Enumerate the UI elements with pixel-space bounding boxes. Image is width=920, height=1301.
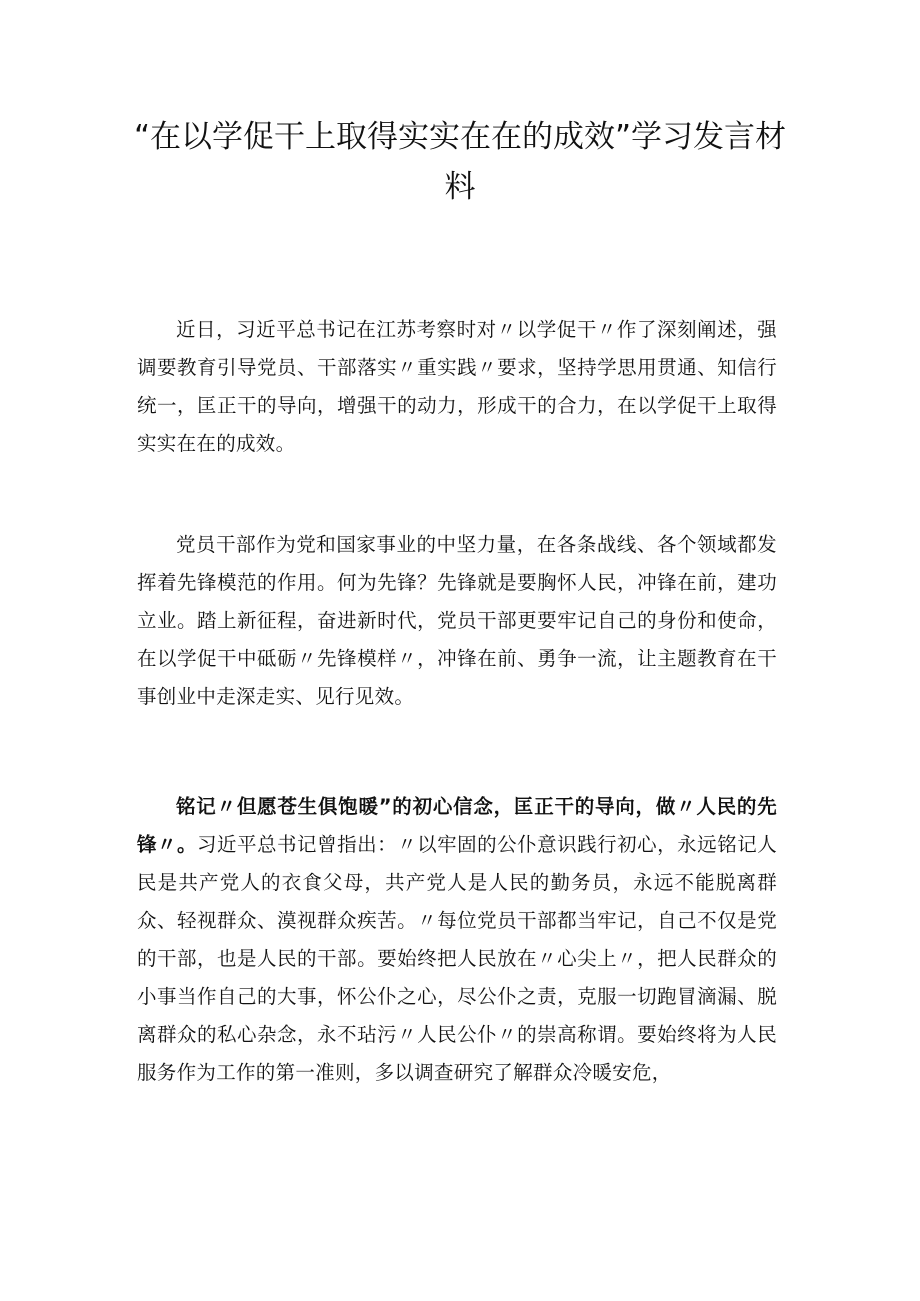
document-title: “在以学促干上取得实实在在的成效”学习发言材料 xyxy=(133,119,787,205)
paragraph-2: 党员干部作为党和国家事业的中坚力量，在各条战线、各个领域都发挥着先锋模范的作用。何为先锋？先锋就是要胸怀人民，冲锋在前，建功立业。踏上新征程，奋进新时代，党员干部更要牢记自己的身份和使命，在以学促干中砥砺〃先锋模样〃，冲锋在前、勇争一流，让主题教育在干事创业中走深走实、见行见效。 xyxy=(137,533,777,708)
paragraph-3 xyxy=(137,788,777,1092)
paragraph-3-body: 习近平总书记曾指出：〃以牢固的公仆意识践行初心，永远铭记人民是共产党人的衣食父母，共产党人是人民的勤务员，永远不能脱离群众、轻视群众、漠视群众疾苦。〃每位党员干部都当牢记，自己不仅是党的干部，也是人民的干部。要始终把人民放在〃心尖上〃，把人民群众的小事当作自己的大事，怀公仆之心，尽公仆之责，克服一切跑冒滴漏、脱离群众的私心杂念，永不玷污〃人民公仆〃的崇高称谓。要始终将为人民服务作为工作的第一准则，多以调查研究了解群众冷暖安危， xyxy=(137,833,778,1084)
paragraph-3-lead: 铭记〃但愿苍生俱饱暖”的初心信念，匡正干的导向，做〃人民的先锋〃。 xyxy=(137,795,777,856)
paragraph-1: 近日，习近平总书记在江苏考察时对〃以学促干〃作了深刻阐述，强调要教育引导党员、干部落实〃重实践〃要求，坚持学思用贯通、知信行统一，匡正干的导向，增强干的动力，形成干的合力，在以学促干上取得实实在在的成效。 xyxy=(137,318,777,455)
